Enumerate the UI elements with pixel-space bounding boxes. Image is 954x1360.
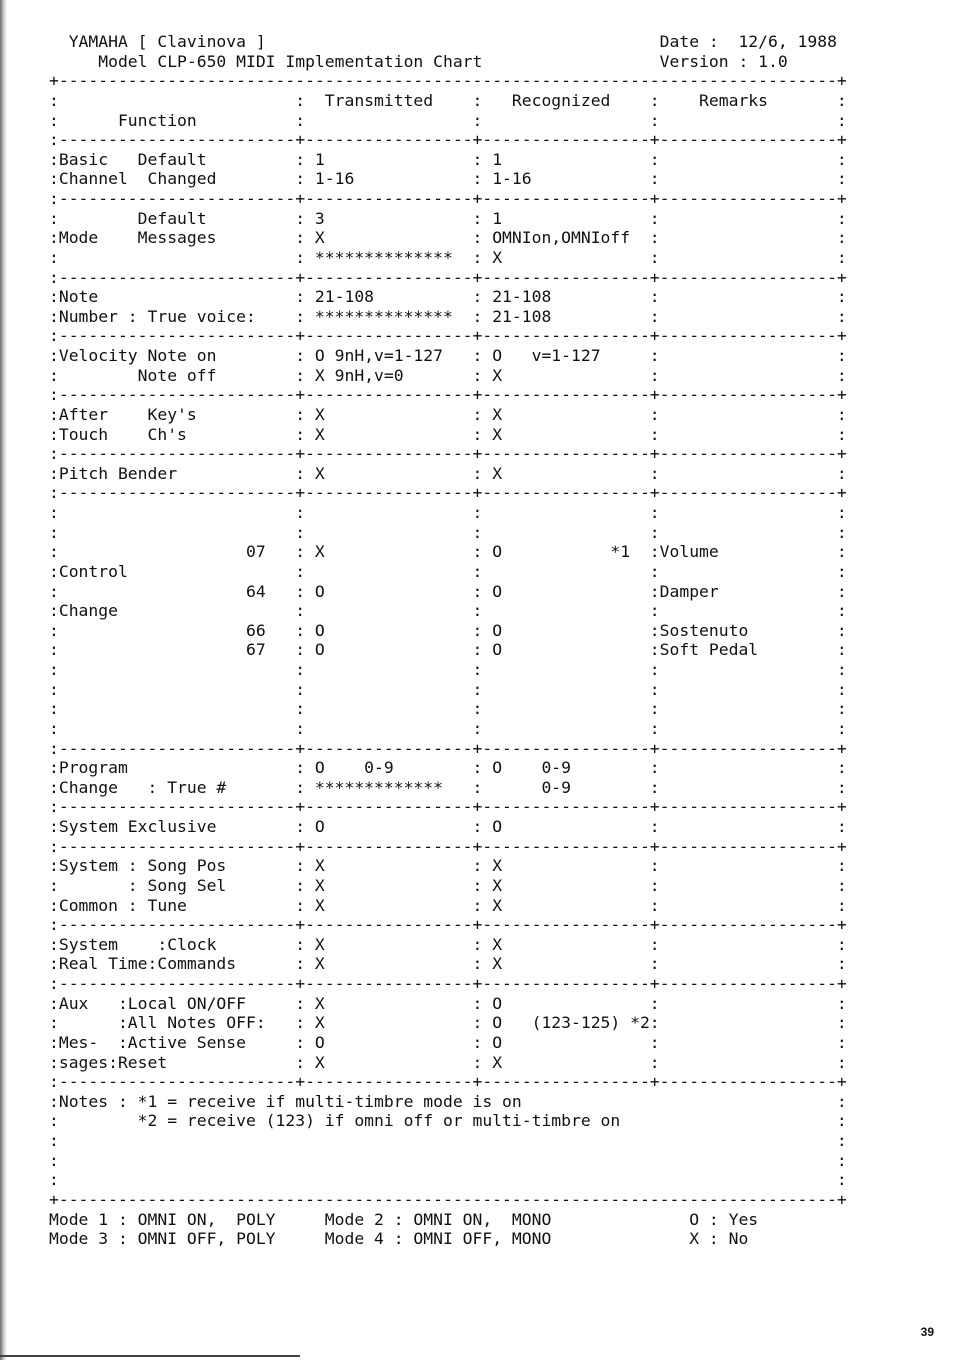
chart-line: :------------------------+-----------------+-----------------+------------------+ [49,189,847,208]
chart-line: :------------------------+-----------------+-----------------+------------------+ [49,836,847,856]
chart-line: :Note : 21-108 : 21-108 : : [49,287,847,307]
chart-line: :Aux :Local ON/OFF : X : O : : [49,993,847,1013]
chart-line: :Change : : : : [49,601,847,621]
chart-line: :Program : O 0-9 : O 0-9 : : [49,758,847,778]
chart-line: : : [49,1131,847,1150]
scan-edge-shadow [0,0,7,1360]
chart-line: :------------------------+-----------------+-----------------+------------------+ [49,483,847,503]
chart-line: : : : : : [49,699,847,719]
chart-line: +-------------------------------------------------------------------------------+ [49,71,847,91]
chart-line: : : : : : [49,522,847,542]
chart-line: Model CLP-650 MIDI Implementation Chart Version : 1.0 [49,51,788,71]
chart-line: : 07 : X : O *1 :Volume : [49,542,847,562]
chart-line: : 67 : O : O :Soft Pedal : [49,640,847,660]
chart-line: :------------------------+-----------------+-----------------+------------------+ [49,326,847,346]
chart-line: : *2 = receive (123) if omni off or multi-timbre on : [49,1111,847,1131]
chart-line: :Pitch Bender : X : X : : [49,463,847,483]
chart-line: : : Song Sel : X : X : : [49,875,847,895]
chart-line: YAMAHA [ Clavinova ] Date : 12/6, 1988 [49,32,837,51]
chart-line: :Number : True voice: : ************** : 21-108 : : [49,306,847,326]
chart-line: :Velocity Note on : O 9nH,v=1-127 : O v=1-127 : : [49,346,847,365]
chart-line: :------------------------+-----------------+-----------------+------------------+ [49,797,847,817]
chart-line: :------------------------+-----------------+-----------------+------------------+ [49,267,847,287]
chart-line: : : : : : [49,718,847,738]
chart-line: :------------------------+-----------------+-----------------+------------------+ [49,738,847,758]
page-number: 39 [920,1325,934,1339]
chart-line: : : [49,1170,847,1190]
chart-line: :sages:Reset : X : X : : [49,1052,847,1072]
chart-line: :Mes- :Active Sense : O : O : : [49,1032,847,1052]
chart-line: :Common : Tune : X : X : : [49,895,847,915]
chart-line: : Default : 3 : 1 : : [49,208,847,228]
chart-line: : : : : : [49,660,847,679]
chart-line: +-------------------------------------------------------------------------------+ [49,1189,847,1209]
chart-line: :After Key's : X : X : : [49,404,847,424]
chart-line: : Function : : : : [49,110,847,130]
chart-line: : : Transmitted : Recognized : Remarks : [49,90,847,110]
chart-line: :------------------------+-----------------+-----------------+------------------+ [49,130,847,150]
chart-line: :System : Song Pos : X : X : : [49,856,847,876]
chart-line: :Mode Messages : X : OMNIon,OMNIoff : : [49,228,847,248]
chart-line: : 66 : O : O :Sostenuto : [49,620,847,640]
chart-line: : Note off : X 9nH,v=0 : X : : [49,365,847,385]
chart-line: :Channel Changed : 1-16 : 1-16 : : [49,169,847,189]
chart-line: :Real Time:Commands : X : X : : [49,954,847,974]
chart-line: : :All Notes OFF: : X : O (123-125) *2: : [49,1013,847,1033]
chart-line: :Basic Default : 1 : 1 : : [49,149,847,169]
chart-line: :------------------------+-----------------+-----------------+------------------+ [49,974,847,993]
chart-line: : : : : : [49,503,847,522]
chart-line: : : ************** : X : : [49,247,847,267]
chart-line: :------------------------+-----------------+-----------------+------------------+ [49,1072,847,1092]
chart-line: :System Exclusive : O : O : : [49,817,847,836]
chart-line: :------------------------+-----------------+-----------------+------------------+ [49,915,847,935]
scan-bottom-line [0,1355,300,1357]
chart-line: :Control : : : : [49,561,847,581]
chart-line: :------------------------+-----------------+-----------------+------------------+ [49,444,847,464]
chart-line: :Touch Ch's : X : X : : [49,424,847,444]
chart-line: :Change : True # : ************* : 0-9 : : [49,777,847,797]
chart-line: : : [49,1150,847,1170]
chart-line: : : : : : [49,679,847,699]
midi-implementation-chart [49,32,847,1249]
chart-line: :Notes : *1 = receive if multi-timbre mode is on : [49,1091,847,1111]
chart-line: Mode 3 : OMNI OFF, POLY Mode 4 : OMNI OFF, MONO X : No [49,1229,749,1249]
chart-line: :------------------------+-----------------+-----------------+------------------+ [49,385,847,405]
chart-line: Mode 1 : OMNI ON, POLY Mode 2 : OMNI ON, MONO O : Yes [49,1209,759,1229]
chart-line: : 64 : O : O :Damper : [49,581,847,601]
chart-line: :System :Clock : X : X : : [49,934,847,954]
